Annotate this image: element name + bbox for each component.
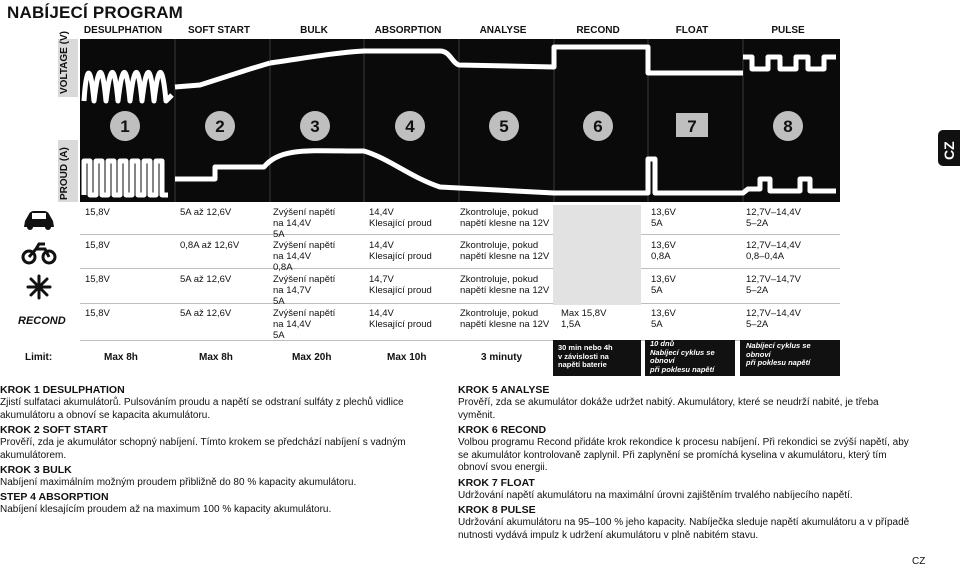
cell-c5: Zkontroluje, pokud napětí klesne na 12V <box>460 274 550 296</box>
col-recond: RECOND <box>576 25 620 36</box>
section-text: Nabíjení klesajícím proudem až na maximum 100 % kapacity akumulátoru. <box>0 504 332 515</box>
cell-c6: Max 15,8V 1,5A <box>561 308 607 330</box>
limit-absorption: Max 10h <box>387 352 427 363</box>
language-tab <box>938 130 960 166</box>
cell-c2: 5A až 12,6V <box>180 308 232 319</box>
limit-desulphation: Max 8h <box>104 352 138 363</box>
cell-c1: 15,8V <box>85 240 110 251</box>
car-icon <box>16 205 62 234</box>
cell-c3: Zvýšení napětí na 14,7V 5A <box>273 274 336 307</box>
limit-bulk: Max 20h <box>292 352 332 363</box>
col-pulse: PULSE <box>771 25 805 36</box>
section-heading: KROK 3 BULK <box>0 464 72 476</box>
cell-c3: Zvýšení napětí na 14,4V 0,8A <box>273 240 336 273</box>
cell-c7: 13,6V 5A <box>651 207 676 229</box>
cell-c8: 12,7V–14,4V 0,8–0,4A <box>746 240 801 262</box>
recond-row-label: RECOND <box>18 315 66 327</box>
cell-c4: 14,4V Klesající proud <box>369 308 432 330</box>
cell-c7: 13,6V 5A <box>651 274 676 296</box>
limit-analyse: 3 minuty <box>481 352 523 363</box>
col-absorption: ABSORPTION <box>374 25 442 36</box>
col-float: FLOAT <box>675 25 709 36</box>
col-desulphation: DESULPHATION <box>83 25 163 36</box>
limit-pulse: Nabíjecí cyklus se obnoví při poklesu napětí <box>746 341 811 367</box>
section-text: Prověří, zda je akumulátor schopný nabíjení. Tímto krokem se předchází nabíjení s vadným akumulátorem. <box>0 437 406 461</box>
limit-recond: 30 min nebo 4h v závislosti na napětí baterie <box>558 343 613 369</box>
section-text: Udržování akumulátoru na 95–100 % jeho kapacity. Nabíječka sleduje napětí akumulátoru a v případě nutnosti vydává impulz k udržení akumulátoru v plně nabitém stavu. <box>458 517 910 541</box>
cell-c4: 14,4V Klesající proud <box>369 207 432 229</box>
voltage-axis-label: VOLTAGE (V) <box>59 31 70 94</box>
cell-c2: 5A až 12,6V <box>180 274 232 285</box>
limit-float: 10 dnů Nabíjecí cyklus se obnoví při poklesu napětí <box>650 339 715 374</box>
col-analyse: ANALYSE <box>479 25 527 36</box>
limit-soft-start: Max 8h <box>199 352 233 363</box>
section-heading: KROK 1 DESULPHATION <box>0 384 125 396</box>
language-tab-label: CZ <box>941 141 957 160</box>
cell-c1: 15,8V <box>85 207 110 218</box>
step-1: 1 <box>120 117 130 136</box>
cell-c5: Zkontroluje, pokud napětí klesne na 12V <box>460 240 550 262</box>
col-bulk: BULK <box>300 25 328 36</box>
charging-curve-graphic <box>80 39 840 202</box>
page-title: NABÍJECÍ PROGRAM <box>7 3 184 22</box>
row-divider <box>80 268 840 269</box>
limit-label: Limit: <box>25 352 53 363</box>
section-text: Udržování napětí akumulátoru na maximální úrovni zajištěním trvalého nabíjecího napětí. <box>458 490 853 501</box>
section-text: Zjistí sulfataci akumulátorů. Pulsováním proudu a napětí se odstraní sulfáty z plechů vidlice akumulátoru a obnoví se kapacita akumulátoru. <box>0 397 404 421</box>
charging-curve-panel <box>80 39 840 202</box>
col-soft-start: SOFT START <box>187 25 251 36</box>
step-4: 4 <box>405 117 415 136</box>
cell-c5: Zkontroluje, pokud napětí klesne na 12V <box>460 308 550 330</box>
step-markers <box>110 111 803 141</box>
cell-c8: 12,7V–14,7V 5–2A <box>746 274 801 296</box>
snowflake-icon <box>16 272 62 302</box>
step-3: 3 <box>310 117 320 136</box>
section-heading: KROK 7 FLOAT <box>458 477 535 489</box>
motorcycle-icon <box>16 238 62 268</box>
cell-c3: Zvýšení napětí na 14,4V 5A <box>273 308 336 341</box>
section-heading: KROK 5 ANALYSE <box>458 384 550 396</box>
cell-c1: 15,8V <box>85 308 110 319</box>
section-text: Prověří, zda se akumulátor dokáže udržet nabitý. Akumulátory, které se neudrží nabité, je třeba vyměnit. <box>458 397 879 421</box>
row-divider <box>80 234 840 235</box>
step-6: 6 <box>593 117 603 136</box>
step-8: 8 <box>783 117 793 136</box>
cell-c7: 13,6V 5A <box>651 308 676 330</box>
cell-c2: 0,8A až 12,6V <box>180 240 240 251</box>
current-axis-label: PROUD (A) <box>59 147 70 200</box>
step-2: 2 <box>215 117 225 136</box>
cell-c8: 12,7V–14,4V 5–2A <box>746 207 801 229</box>
section-heading: KROK 8 PULSE <box>458 504 536 516</box>
cell-c3: Zvýšení napětí na 14,4V 5A <box>273 207 336 240</box>
section-heading: KROK 6 RECOND <box>458 424 547 436</box>
recond-empty-cells <box>553 205 641 305</box>
cell-c8: 12,7V–14,4V 5–2A <box>746 308 801 330</box>
cell-c4: 14,4V Klesající proud <box>369 240 432 262</box>
cell-c5: Zkontroluje, pokud napětí klesne na 12V <box>460 207 550 229</box>
section-text: Volbou programu Recond přidáte krok rekondice k procesu nabíjení. Při rekondici se zvýší napětí, aby se akumulátor kontrolovaně zaplynil. Při zaplynění se promíchá kyselina v akumulátoru, který tím obnoví svou energii. <box>458 437 909 473</box>
step-5: 5 <box>499 117 509 136</box>
section-heading: KROK 2 SOFT START <box>0 424 108 436</box>
section-heading: STEP 4 ABSORPTION <box>0 491 109 503</box>
cell-c2: 5A až 12,6V <box>180 207 232 218</box>
cell-c1: 15,8V <box>85 274 110 285</box>
section-text: Nabíjení maximálním možným proudem přibližně do 80 % kapacity akumulátoru. <box>0 477 357 488</box>
footer-lang: CZ <box>912 556 926 567</box>
step-7: 7 <box>687 117 697 136</box>
row-divider <box>80 303 840 304</box>
cell-c4: 14,7V Klesající proud <box>369 274 432 296</box>
cell-c7: 13,6V 0,8A <box>651 240 676 262</box>
